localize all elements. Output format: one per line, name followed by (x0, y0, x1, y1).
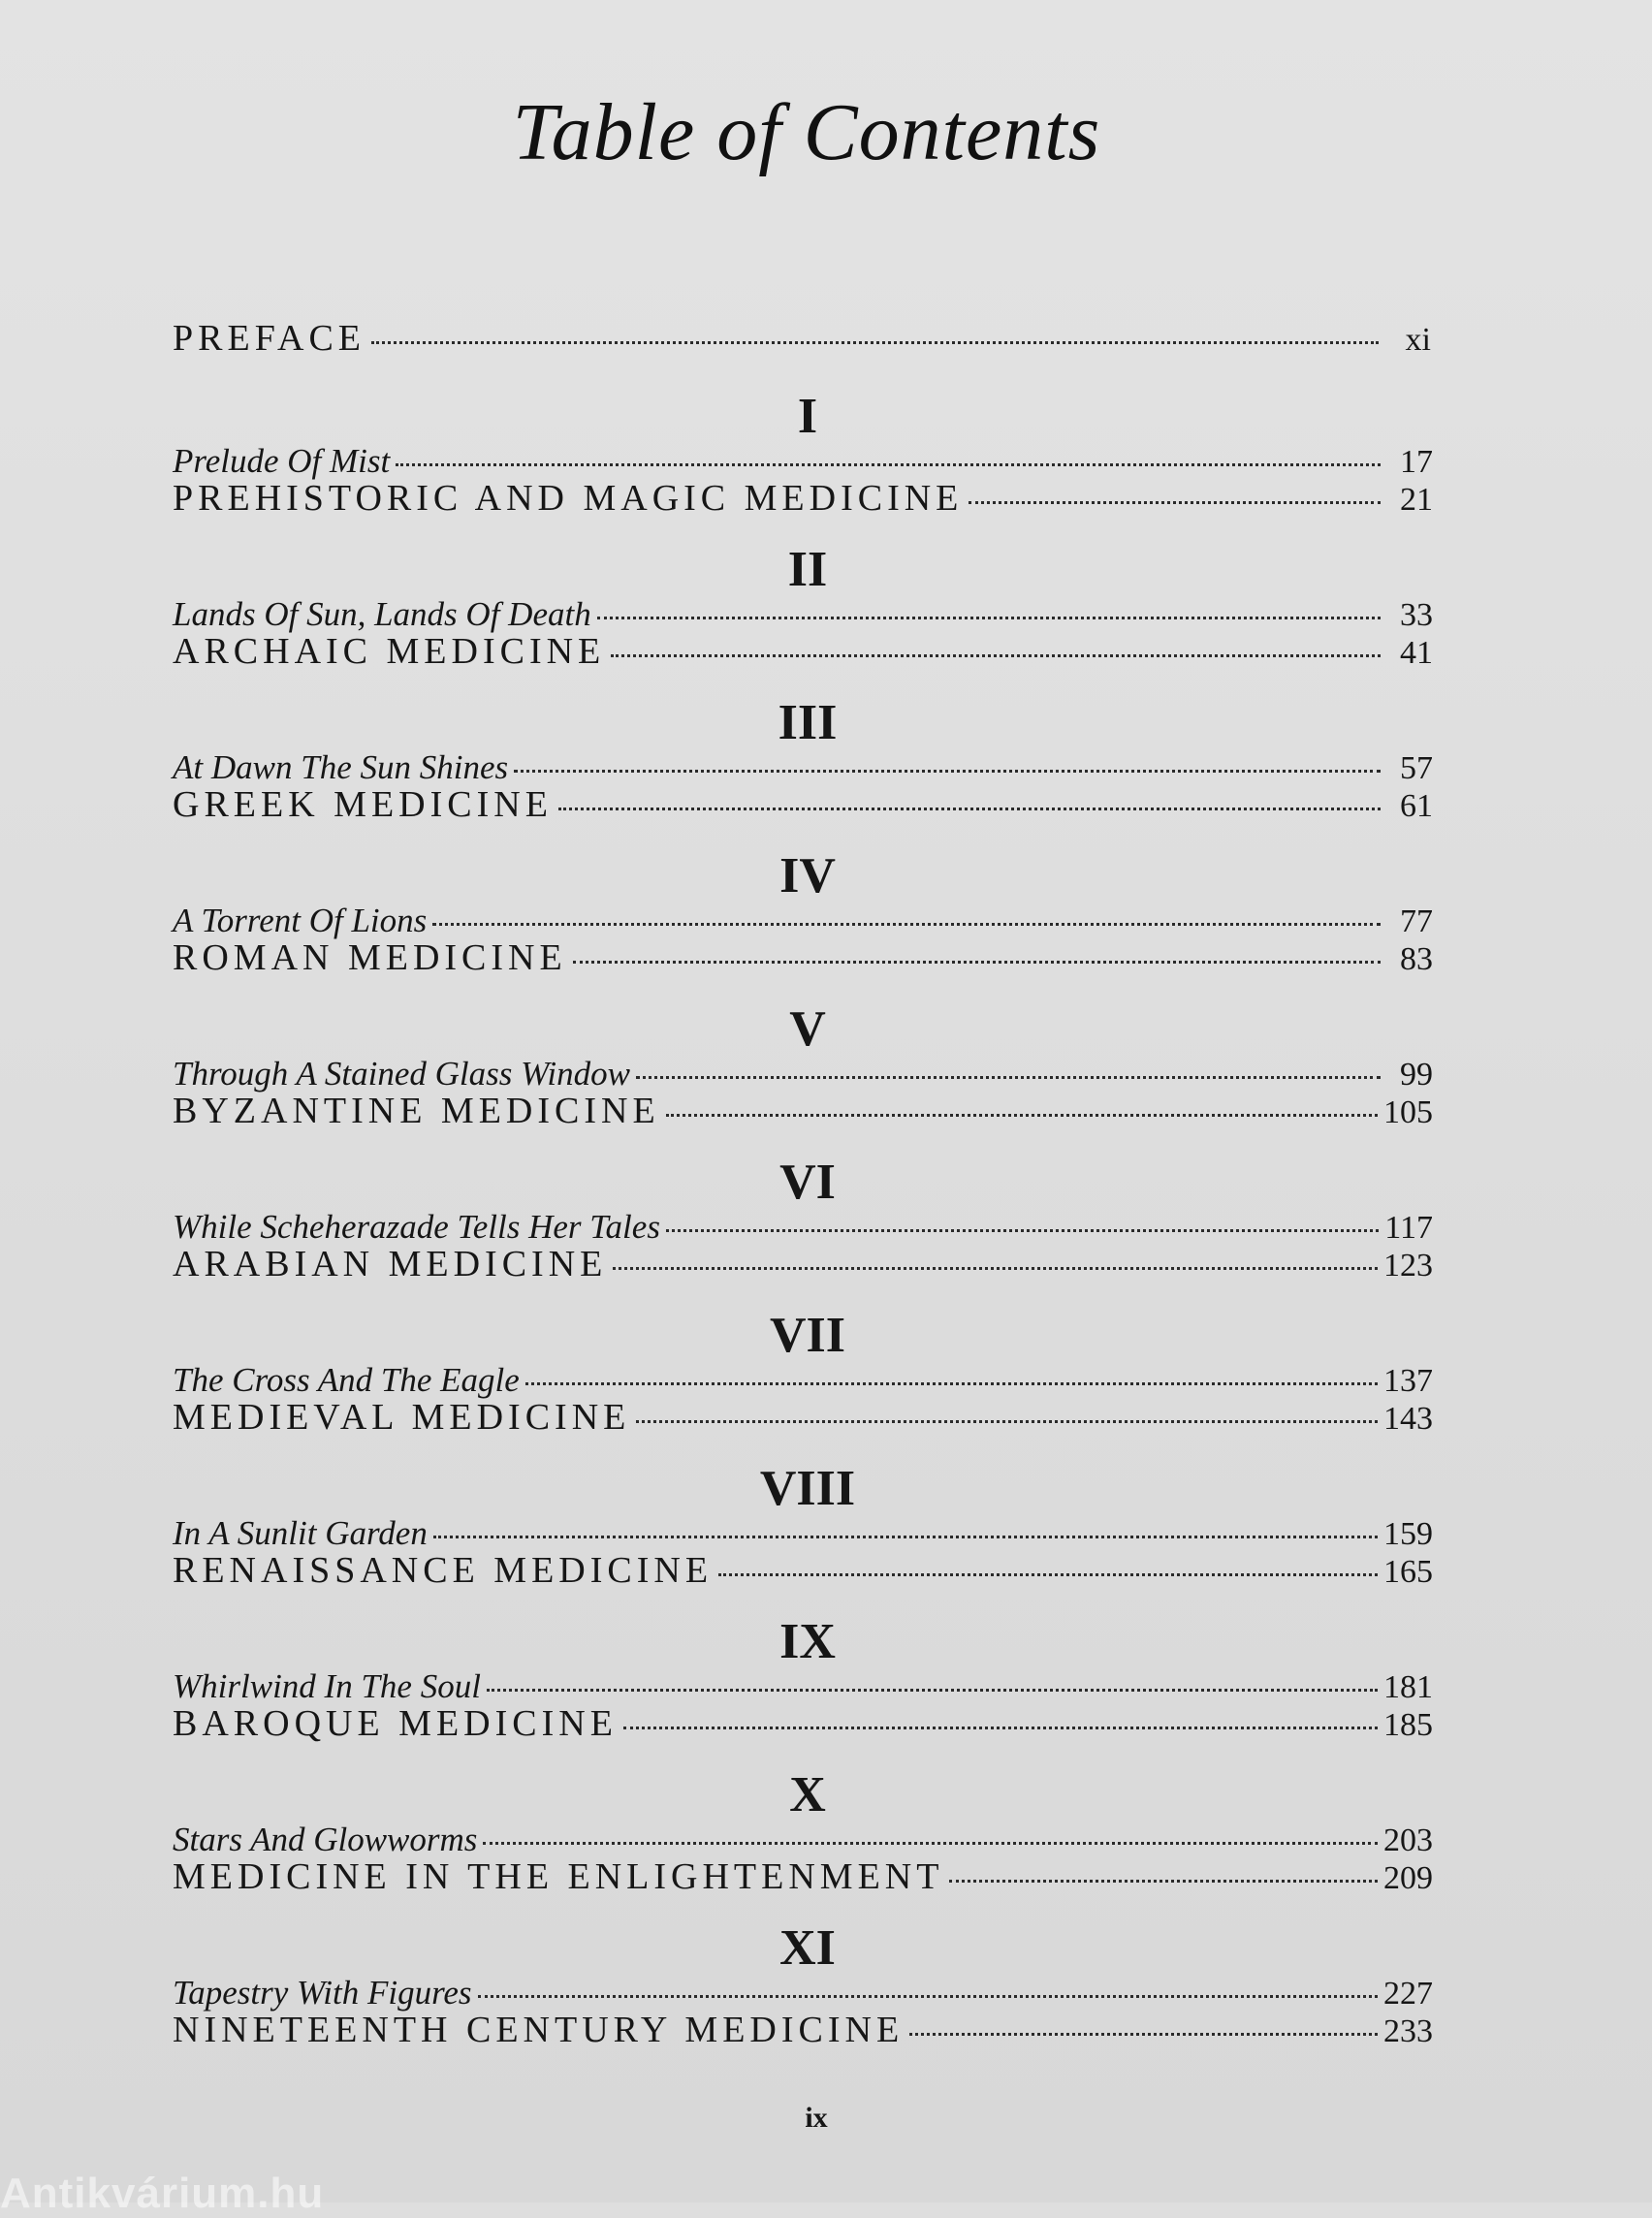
chapter-heading: PREHISTORIC AND MAGIC MEDICINE (173, 477, 964, 519)
chapter-subtitle-page: 203 (1383, 1822, 1433, 1858)
chapter-heading: GREEK MEDICINE (173, 783, 553, 825)
chapter-entry (173, 1308, 1433, 1464)
chapter-entry (173, 1920, 1433, 2076)
chapter-heading: MEDICINE IN THE ENLIGHTENMENT (173, 1855, 944, 1897)
chapter-entry (173, 1614, 1433, 1770)
chapter-heading-page: 41 (1400, 634, 1433, 671)
chapter-subtitle: At Dawn The Sun Shines (173, 748, 509, 786)
chapter-subtitle-page: 181 (1383, 1669, 1433, 1705)
chapter-entry (173, 542, 1433, 698)
page-folio-number: ix (805, 2102, 828, 2134)
chapter-numeral: III (778, 695, 838, 750)
dot-leader (666, 1229, 1379, 1232)
chapter-subtitle: Tapestry With Figures (173, 1974, 472, 2012)
dot-leader (558, 808, 1381, 810)
dot-leader (613, 1267, 1378, 1270)
dot-leader (487, 1689, 1378, 1692)
chapter-heading-page: 83 (1400, 940, 1433, 977)
dot-leader (636, 1420, 1378, 1423)
chapter-entry (173, 695, 1433, 851)
chapter-heading-page: 61 (1400, 787, 1433, 824)
chapter-subtitle: Prelude Of Mist (173, 442, 391, 480)
chapter-subtitle-page: 33 (1400, 597, 1433, 633)
chapter-subtitle: Lands Of Sun, Lands Of Death (173, 595, 591, 633)
dot-leader (636, 1076, 1381, 1079)
watermark-logo: Antikvárium.hu (0, 2170, 325, 2217)
chapter-heading-page: 143 (1383, 1400, 1433, 1437)
dot-leader (371, 341, 1379, 344)
chapter-numeral: XI (779, 1920, 836, 1976)
chapter-numeral: II (787, 542, 828, 597)
preface-label: PREFACE (173, 318, 366, 359)
chapter-heading-page: 185 (1383, 1706, 1433, 1743)
chapter-numeral: VII (769, 1308, 846, 1363)
dot-leader (969, 501, 1381, 504)
page-title: Table of Contents (512, 87, 1101, 177)
dot-leader (611, 654, 1381, 657)
chapter-numeral: IV (779, 848, 836, 903)
chapter-subtitle: Whirlwind In The Soul (173, 1667, 481, 1705)
chapter-heading-page: 21 (1400, 481, 1433, 518)
chapter-entry (173, 1461, 1433, 1617)
toc-entry-preface (173, 320, 1431, 359)
chapter-subtitle-page: 137 (1383, 1363, 1433, 1399)
dot-leader (597, 617, 1381, 619)
chapter-entry (173, 1767, 1433, 1923)
chapter-numeral: IX (779, 1614, 836, 1669)
dot-leader (514, 770, 1381, 773)
chapter-entry (173, 1001, 1433, 1157)
chapter-heading-page: 165 (1383, 1553, 1433, 1590)
chapter-numeral: VIII (759, 1461, 856, 1516)
chapter-heading-page: 105 (1383, 1093, 1433, 1130)
chapter-subtitle-page: 159 (1383, 1516, 1433, 1552)
chapter-entry (173, 389, 1433, 545)
dot-leader (623, 1727, 1378, 1729)
dot-leader (909, 2033, 1378, 2036)
dot-leader (396, 463, 1381, 466)
chapter-subtitle: Through A Stained Glass Window (173, 1055, 630, 1093)
chapter-heading: BAROQUE MEDICINE (173, 1702, 618, 1744)
chapter-subtitle: In A Sunlit Garden (173, 1514, 428, 1552)
chapter-subtitle: While Scheherazade Tells Her Tales (173, 1208, 660, 1246)
chapter-heading: ROMAN MEDICINE (173, 936, 567, 978)
chapter-subtitle-page: 99 (1400, 1057, 1433, 1093)
chapter-list (173, 389, 1433, 2076)
chapter-heading-page: 123 (1383, 1247, 1433, 1283)
chapter-numeral: X (789, 1767, 826, 1822)
chapter-subtitle: The Cross And The Eagle (173, 1361, 520, 1399)
chapter-entry (173, 1157, 1433, 1311)
dot-leader (666, 1114, 1378, 1117)
chapter-heading: MEDIEVAL MEDICINE (173, 1396, 631, 1438)
chapter-heading: ARABIAN MEDICINE (173, 1243, 608, 1284)
dot-leader (478, 1995, 1378, 1998)
chapter-heading: ARCHAIC MEDICINE (173, 630, 606, 672)
chapter-heading: BYZANTINE MEDICINE (173, 1090, 660, 1131)
dot-leader (525, 1382, 1378, 1385)
dot-leader (433, 1536, 1378, 1538)
chapter-heading-page: 209 (1383, 1859, 1433, 1896)
chapter-subtitle-page: 77 (1400, 903, 1433, 939)
chapter-subtitle-page: 117 (1384, 1210, 1433, 1246)
chapter-subtitle-page: 17 (1400, 444, 1433, 480)
dot-leader (573, 961, 1381, 964)
chapter-entry (173, 848, 1433, 1004)
chapter-subtitle-page: 227 (1383, 1976, 1433, 2012)
chapter-heading: NINETEENTH CENTURY MEDICINE (173, 2009, 905, 2050)
chapter-heading-page: 233 (1383, 2012, 1433, 2049)
dot-leader (949, 1880, 1378, 1883)
chapter-numeral: VI (779, 1155, 836, 1210)
chapter-subtitle: Stars And Glowworms (173, 1821, 478, 1858)
chapter-numeral: V (789, 1001, 826, 1057)
dot-leader (483, 1842, 1378, 1845)
dot-leader (432, 923, 1381, 926)
chapter-heading: RENAISSANCE MEDICINE (173, 1549, 714, 1591)
dot-leader (718, 1573, 1378, 1576)
chapter-subtitle: A Torrent Of Lions (173, 902, 428, 939)
chapter-subtitle-page: 57 (1400, 750, 1433, 786)
preface-page-number: xi (1405, 322, 1431, 358)
chapter-numeral: I (797, 389, 818, 444)
